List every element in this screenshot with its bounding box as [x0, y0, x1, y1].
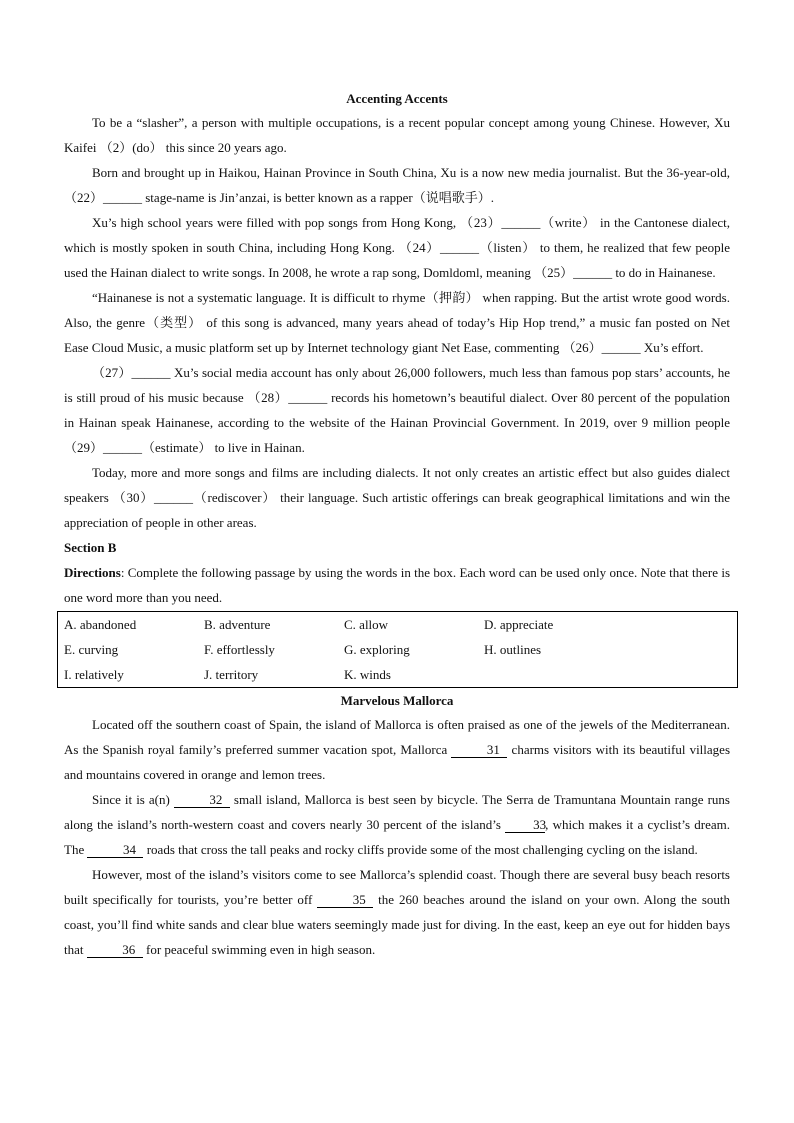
mallorca-paragraph-3	[64, 862, 730, 962]
word-option: I. relatively	[64, 667, 124, 682]
directions-text: : Complete the following passage by using the words in the box. Each word can be used only once. Note that there is one word more than you need.	[64, 565, 730, 605]
directions	[64, 560, 730, 610]
word-option: E. curving	[64, 642, 119, 657]
paragraph-2: Born and brought up in Haikou, Hainan Province in South China, Xu is a now new media journalist. But the 36-year-old, （22）______ stage-name is Jin’anzai, is better known as a rapper（说唱歌手）.	[64, 165, 730, 205]
paragraph-1: To be a “slasher”, a person with multiple occupations, is a recent popular concept among young Chinese. However, Xu Kaifei （2）(do） this since 20 years ago.	[64, 115, 730, 155]
word-option: F. effortlessly	[204, 642, 275, 657]
text-run: small island, Mallorca is best seen by bicycle. The Serra de Tramuntana Mountain range runs along the island’s north-western coast and covers nearly 30 percent of the island’s	[64, 792, 730, 832]
passage-title-accenting-accents: Accenting Accents	[346, 91, 448, 106]
text-run: the 260 beaches around the island on your own. Along the south coast, you’ll find white sands and clear blue waters seemingly made just for diving. In the east, keep an eye out for hidden bays that	[64, 892, 731, 957]
word-option: C. allow	[344, 617, 389, 632]
mallorca-paragraph-1	[64, 712, 730, 787]
word-option: A. abandoned	[64, 617, 137, 632]
paragraph-5: （27）______ Xu’s social media account has only about 26,000 followers, much less than famous pop stars’ accounts, he is still proud of his music because （28）______ records his hometown’s beautiful dialect. Over 80 percent of the population in Hainan speak Hainanese, according to the website of the Hainan Provincial Government. In 2019, over 9 million people （29）______（estimate） to live in Hainan.	[64, 365, 730, 455]
word-option: K. winds	[344, 667, 391, 682]
blank-34[interactable]: 34	[87, 843, 143, 858]
text-run: roads that cross the tall peaks and rocky cliffs provide some of the most challenging cycling on the island.	[143, 842, 698, 857]
paragraph-3: Xu’s high school years were filled with pop songs from Hong Kong, （23）______（write） in the Cantonese dialect, which is mostly spoken in south China, including Hong Kong. （24）______（listen） to them, he realized that few people used the Hainan dialect to write songs. In 2008, he wrote a rap song, Domldoml, meaning （25）______ to do in Hainanese.	[64, 215, 731, 280]
word-option: D. appreciate	[484, 617, 554, 632]
text-run: Since it is a(n)	[92, 792, 174, 807]
word-box-row	[58, 637, 737, 662]
paragraph-4: “Hainanese is not a systematic language. It is difficult to rhyme（押韵） when rapping. But the artist wrote good words. Also, the genre（类型） of this song is advanced, many years ahead of today’s Hip Hop trend,” a music fan posted on Net Ease Cloud Music, a music platform set up by Internet technology giant Net Ease, commenting （26）______ Xu’s effort.	[64, 290, 730, 355]
blank-35[interactable]: 35	[317, 893, 373, 908]
word-box-row	[58, 612, 737, 637]
text-run: However, most of the island’s visitors come to see Mallorca’s splendid coast. Though there are several busy beach resorts built specifically for tourists, you’re better off	[64, 867, 730, 907]
word-option: J. territory	[204, 667, 259, 682]
word-option	[478, 662, 618, 687]
worksheet-page	[64, 88, 730, 962]
word-option: G. exploring	[344, 642, 410, 657]
word-option: B. adventure	[204, 617, 271, 632]
blank-36[interactable]: 36	[87, 943, 143, 958]
paragraph-6: Today, more and more songs and films are including dialects. It not only creates an artistic effect but also guides dialect speakers （30）______（rediscover） their language. Such artistic offerings can break geographical limitations and win the appreciation of people in other areas.	[64, 465, 730, 530]
text-run: , which makes it a cyclist’s dream. The	[64, 817, 731, 857]
section-b-heading: Section B	[64, 540, 117, 555]
mallorca-paragraph-2	[64, 787, 730, 862]
word-box	[57, 611, 738, 688]
word-option: H. outlines	[484, 642, 542, 657]
text-run: for peaceful swimming even in high season.	[142, 942, 376, 957]
passage-title-marvelous-mallorca: Marvelous Mallorca	[340, 693, 454, 708]
text-run: Located off the southern coast of Spain, the island of Mallorca is often praised as one of the jewels of the Mediterranean. As the Spanish royal family’s preferred summer vacation spot, Mallorca	[64, 717, 730, 757]
blank-32[interactable]: 32	[174, 793, 230, 808]
blank-31[interactable]: 31	[451, 743, 507, 758]
word-box-row	[58, 662, 737, 687]
text-run: charms visitors with its beautiful villages and mountains covered in orange and lemon trees.	[64, 742, 731, 782]
blank-33[interactable]: 33	[505, 818, 545, 833]
directions-label: Directions	[64, 565, 121, 580]
